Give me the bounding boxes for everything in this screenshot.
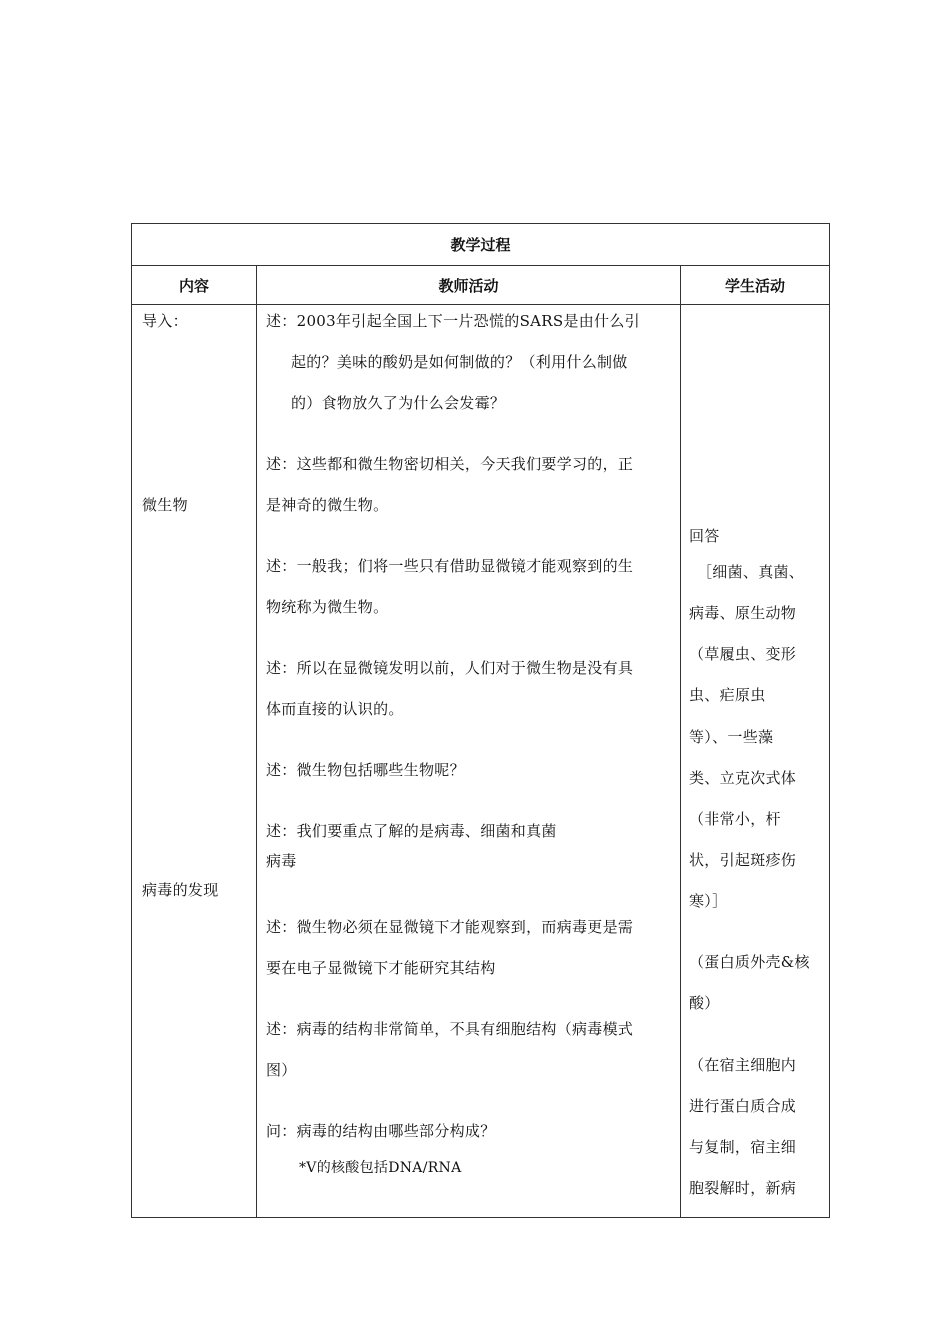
header-content: 内容 [178, 276, 209, 295]
teacher-line: 述：我们要重点了解的是病毒、细菌和真菌 [266, 822, 557, 840]
header-row [132, 266, 829, 305]
student-line: 回答 [689, 527, 720, 545]
student-line: 与复制，宿主细 [689, 1138, 797, 1156]
student-line: 类、立克次式体 [689, 769, 797, 787]
teacher-line: *V的核酸包括DNA/RNA [299, 1160, 462, 1176]
teacher-line: 述：这些都和微生物密切相关，今天我们要学习的，正 [266, 455, 634, 473]
teacher-line: 述：病毒的结构非常简单，不具有细胞结构（病毒模式 [266, 1020, 634, 1038]
student-line: （蛋白质外壳&核 [689, 953, 810, 971]
teacher-line: 体而直接的认识的。 [266, 700, 404, 718]
teacher-line: 述：所以在显微镜发明以前，人们对于微生物是没有具 [266, 659, 634, 677]
student-line: （草履虫、变形 [689, 645, 797, 663]
table-title: 教学过程 [132, 224, 829, 266]
teacher-line: 述：一般我；们将一些只有借助显微镜才能观察到的生 [266, 557, 634, 575]
content-intro: 导入： [142, 312, 188, 330]
teacher-line: 问：病毒的结构由哪些部分构成？ [266, 1122, 496, 1140]
teacher-line: 是神奇的微生物。 [266, 496, 389, 514]
header-teacher-activity: 教师活动 [438, 276, 499, 295]
student-line: 病毒、原生动物 [689, 604, 797, 622]
teacher-line: 图） [266, 1061, 297, 1079]
teacher-line: 述：微生物必须在显微镜下才能观察到，而病毒更是需 [266, 918, 634, 936]
teacher-line: 述：2003年引起全国上下一片恐慌的SARS是由什么引 [266, 312, 640, 330]
student-line: ［细菌、真菌、 [697, 563, 805, 581]
student-line: 等）、一些藻 [689, 728, 774, 746]
student-line: 状，引起斑疹伤 [689, 851, 797, 869]
teacher-line: 的）食物放久了为什么会发霉？ [291, 394, 506, 412]
student-line: （在宿主细胞内 [689, 1056, 797, 1074]
content-microbe: 微生物 [142, 496, 188, 514]
student-line: （非常小，杆 [689, 810, 781, 828]
column-divider [680, 266, 681, 1217]
student-line: 胞裂解时，新病 [689, 1179, 797, 1197]
column-divider [256, 266, 257, 1217]
teacher-line: 物统称为微生物。 [266, 598, 389, 616]
student-line: 虫、疟原虫 [689, 686, 766, 704]
content-virus-discovery: 病毒的发现 [142, 881, 219, 899]
teacher-line: 病毒 [266, 852, 297, 870]
header-student-activity: 学生活动 [724, 276, 785, 295]
teacher-line: 述：微生物包括哪些生物呢？ [266, 761, 465, 779]
teacher-line: 要在电子显微镜下才能研究其结构 [266, 959, 496, 977]
student-line: 寒）］ [689, 892, 728, 910]
teacher-line: 起的？美味的酸奶是如何制做的？（利用什么制做 [291, 353, 628, 371]
student-line: 酸） [689, 994, 720, 1012]
student-line: 进行蛋白质合成 [689, 1097, 797, 1115]
